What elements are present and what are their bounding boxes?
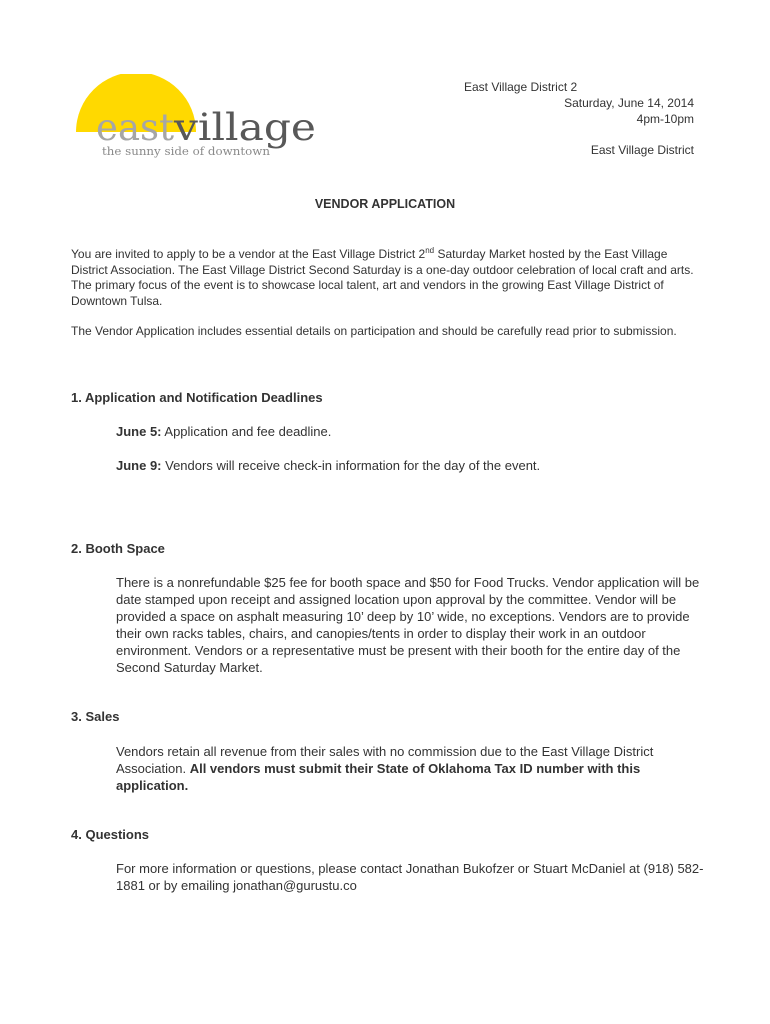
event-district: East Village District bbox=[590, 143, 694, 157]
section-heading-booth: 2. Booth Space bbox=[71, 541, 165, 556]
logo-graphic bbox=[72, 74, 322, 164]
event-date: Saturday, June 14, 2014 bbox=[564, 96, 694, 110]
deadline-item-2-text: Vendors will receive check-in information for the day of the event. bbox=[161, 458, 541, 473]
intro-text-end: Saturday Market hosted by the East Village District Association. The East Village District Second Saturday is a one-day outdoor celebration of local craft and arts. The primary focus of the event is to showcase local talent, art and vendors in the growing East Village District of Downtown Tulsa. bbox=[71, 247, 694, 308]
deadline-item-2 bbox=[116, 457, 706, 474]
sales-text-bold: All vendors must submit their State of Oklahoma Tax ID number with this application. bbox=[116, 761, 641, 793]
section-heading-questions: 4. Questions bbox=[71, 827, 150, 842]
logo-word-east: east bbox=[96, 106, 175, 149]
event-name: East Village District 2 bbox=[464, 80, 578, 94]
logo-tagline: the sunny side of downtown bbox=[102, 144, 271, 158]
deadline-item-1 bbox=[116, 423, 706, 440]
questions-text: For more information or questions, please contact Jonathan Bukofzer or Stuart McDaniel at (918) 582-1881 or by emailing jonathan@gurustu.co bbox=[116, 861, 704, 893]
page-title: VENDOR APPLICATION bbox=[314, 197, 456, 211]
intro-paragraph-2: The Vendor Application includes essential details on participation and should be carefully read prior to submission. bbox=[71, 324, 677, 338]
deadline-item-1-label: June 5: bbox=[116, 424, 162, 439]
sales-text bbox=[116, 743, 706, 794]
deadline-item-1-text: Application and fee deadline. bbox=[161, 424, 332, 439]
section-heading-deadlines: 1. Application and Notification Deadlines bbox=[71, 390, 323, 405]
intro-paragraph bbox=[71, 247, 701, 309]
booth-text: There is a nonrefundable $25 fee for booth space and $50 for Food Trucks. Vendor application will be date stamped upon receipt and assigned location upon approval by the committee. Vendor will be provided a space on asphalt measuring 10’ deep by 10’ wide, no exceptions. Vendors are to provide their own racks tables, chairs, and canopies/tents in order to display their work in an outdoor environment. Vendors or a representative must be present with their booth for the entire day of the Second Saturday Market. bbox=[116, 575, 700, 675]
event-time: 4pm-10pm bbox=[636, 112, 694, 126]
deadline-item-2-label: June 9: bbox=[116, 458, 162, 473]
east-village-logo bbox=[72, 74, 322, 164]
logo-word-village: village bbox=[172, 106, 316, 149]
section-heading-sales: 3. Sales bbox=[71, 709, 120, 724]
sales-text-plain: Vendors retain all revenue from their sales with no commission due to the East Village District Association. bbox=[116, 744, 654, 776]
intro-text-start: You are invited to apply to be a vendor at the East Village District 2 bbox=[71, 247, 426, 261]
intro-superscript: nd bbox=[425, 246, 435, 255]
